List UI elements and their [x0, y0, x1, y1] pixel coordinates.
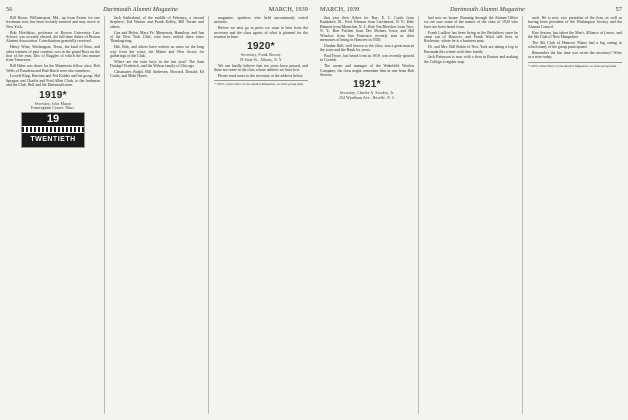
paragraph: Where are the twin boys in the last year? The Sam Dunlap? Frederick, and the Wilson family of Chicago. — [110, 59, 204, 69]
paragraph: Paul Foote, last heard from in 1919, was recently spotted in Corinth. — [320, 54, 414, 63]
paragraph: had now no house. Running through the Alumni Office we are sure some of the names of the class of 1920 who have not been heard from. — [424, 16, 518, 29]
issue-date: MARCH, 1939 — [320, 5, 360, 13]
paragraph: Frank Ludlow has been living in the Berkshires since he came out of Hanover, and Frank Ward still lives in Rochester, where he is a business man. — [424, 30, 518, 44]
column-3 — [214, 16, 308, 416]
paragraph: magazine, speakers who held uncommonly varied interests. — [214, 16, 308, 25]
secretary-address: Framingham Centre, Mass. — [31, 105, 75, 110]
paragraph: Gus and Helen, Mary Fe, Minnesota, Hamilton, and Jim of the New York Club, who have settled there since Thanksgiving. — [110, 30, 204, 44]
column-1 — [6, 16, 100, 416]
right-page — [314, 0, 628, 420]
paragraph: Before we next go to press we want to hear from the secretary and the class agents of what is planned for the reunion in June. — [214, 26, 308, 39]
column-rule — [104, 16, 105, 414]
paragraph: Please send notes to the secretary at the address below. — [218, 73, 304, 78]
class-heading-1921: 1921* — [353, 79, 381, 91]
column-rule — [522, 16, 523, 414]
twentieth-reunion-logo — [21, 112, 85, 148]
secretary-name: Secretary, John Mason — [34, 101, 72, 106]
page-number: 57 — [615, 5, 622, 13]
paragraph: Bill Hahn was down for the Minnesota fellow class. Bob Wells of Pasadena and Bud Hatch were also members. — [6, 64, 100, 73]
running-head-left — [6, 4, 308, 14]
paragraph: Bill Byron, Williamsport, Md., up from Exeter for one freshman tour, has been recently married and may move to New York. — [6, 16, 100, 29]
page-number: 56 — [6, 5, 13, 13]
badge-label: TWENTIETH — [22, 133, 84, 147]
paragraph: Dr. and Mrs. Bill Rubin of New York are taking a trip to Bermuda this winter with their family. — [424, 45, 518, 54]
paragraph: Jack Patterson is now with a firm in Boston and making the College a regular stop. — [424, 55, 518, 64]
column-3 — [528, 16, 622, 416]
paragraph: The owner and manager of the Wakefield Woolen Company; the class might remember him as one from Bob Stetson. — [320, 64, 414, 77]
column-rule — [418, 16, 419, 414]
paragraph: Remember the last time you wrote the secretary? Write us a note today. — [528, 50, 622, 60]
secretary-address: 18 State St., Albany, N. Y. — [239, 57, 283, 62]
paragraph: Henry Wine, Washington, Texas, the kind of Ross, and other winners of past contests, was in the grand Ross on the first of the year, Doc of Ruggles of which the last minute from Tennessee. — [6, 45, 100, 63]
badge-year: 19 — [22, 113, 84, 126]
column-1 — [320, 16, 414, 416]
issue-date: MARCH, 1939 — [268, 5, 308, 13]
paragraph: Ken Sexton, has taken the Men's Alliance at Lenox, and the Ski Club of New Hampshire. — [528, 30, 622, 39]
paragraph: Hal, Bob, and others have written us notes on the long way from the coast, the Maine and New Jersey for gatherings of the Club. — [110, 45, 204, 58]
secretary-name: Secretary, Charles A. Stockey, Jr. — [339, 91, 395, 96]
secretary-address: 254 Wyndham Ave., Roselle, N. J. — [339, 95, 395, 100]
footnote: * 100% subscribers to the Alumni Magazine, as class group plan. — [528, 62, 622, 68]
paragraph: Bob Hotchkiss, professor at Boston University Law School, was recently elected, the full-time duties of Boston Alumni Association. Contributions gratefully received. — [6, 30, 100, 44]
paragraph: that year their Sykes for Ray; E. C. Curtis from Kankakee, Ill.; Fred Johnson from Larchmont, N. Y.; Dale Bennett from Montclair, N. J.; Bob Van Bleecker from Troy, N. Y.; Ron Fitchett from Des Moines, Iowa; and Hal Winslow from San Francisco recently sent us their memories of being in Hanover in 1920. — [320, 16, 414, 43]
secretary-line — [6, 102, 100, 110]
footnote: * 100%, subscribers to the Alumni Magazine, as class group plan. — [214, 80, 308, 86]
secretary-line — [320, 91, 414, 99]
column-2 — [110, 16, 204, 416]
running-head-right — [320, 4, 622, 14]
secretary-line — [214, 53, 308, 61]
class-heading-1920: 1920* — [247, 41, 275, 53]
paragraph: Dunbar Hall, well known to the class, was a great man in the town and the Bank for years. — [320, 43, 414, 53]
column-rule — [208, 16, 209, 414]
magazine-title: Dartmouth Alumni Magazine — [449, 5, 525, 13]
paragraph: Lowell King, Bartram and Ted Kidder and his group, Hal Sprague and Charlie and Fred Allen Clark, to the freshman and the Club. Bell and the Dartmouth men. — [6, 74, 100, 88]
secretary-name: Secretary, Frank Sloway — [241, 53, 281, 58]
paragraph: The Ski Club of Hanover Plains had a big outing in which many of the group participated. — [528, 40, 622, 50]
class-heading-1919: 1919* — [39, 89, 67, 101]
badge-stripes — [22, 127, 84, 132]
column-2 — [424, 16, 518, 416]
magazine-title: Dartmouth Alumni Magazine — [103, 5, 179, 13]
paragraph: We can hardly believe that ten years have passed, and there are some in the class whose address we have lost. — [214, 63, 308, 73]
paragraph: Jack Sutherland, of the middle of February, a second fireplace; Ted Warner and Frank Kelley, Bill Turner and others. — [110, 16, 204, 29]
paragraph: such. He is now vice president of the firm, as well as having been president of the Washington Society and the Alumni Council. — [528, 16, 622, 29]
paragraph: Classmates Ralph, Bill Andersen, Howard, Donald, Ed Crafts, and Mike Harris. — [110, 69, 204, 79]
